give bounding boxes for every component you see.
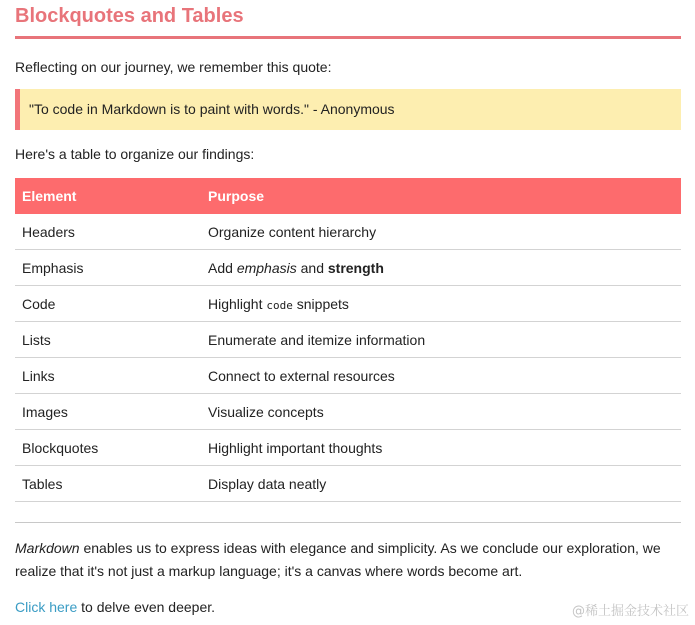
- table-intro-paragraph: Here's a table to organize our findings:: [15, 146, 255, 162]
- table-row: [15, 358, 681, 394]
- table-row: [15, 250, 681, 286]
- cell-element: Emphasis: [15, 250, 201, 286]
- page-title: Blockquotes and Tables: [15, 0, 681, 39]
- cell-element: Tables: [15, 466, 201, 502]
- header-purpose: Purpose: [201, 178, 681, 214]
- cell-element: Blockquotes: [15, 430, 201, 466]
- table-row: [15, 322, 681, 358]
- watermark: @稀土掘金技术社区: [571, 604, 689, 619]
- cell-purpose: [201, 250, 681, 286]
- click-here-link[interactable]: Click here: [15, 599, 78, 615]
- blockquote-text: "To code in Markdown is to paint with words." - Anonymous: [29, 101, 395, 117]
- header-element: Element: [15, 178, 201, 214]
- cell-purpose: Display data neatly: [201, 466, 681, 502]
- purpose-code: code: [266, 298, 293, 312]
- link-paragraph: [15, 598, 215, 616]
- intro-paragraph: Reflecting on our journey, we remember this quote:: [15, 59, 332, 75]
- table-row: [15, 466, 681, 502]
- purpose-text: Highlight: [208, 295, 267, 312]
- table-row: [15, 394, 681, 430]
- cell-element: Code: [15, 286, 201, 322]
- purpose-strong: strength: [327, 259, 384, 276]
- closing-paragraph: [15, 537, 681, 583]
- table-header-row: [15, 178, 681, 214]
- cell-element: Lists: [15, 322, 201, 358]
- cell-purpose: Highlight important thoughts: [201, 430, 681, 466]
- findings-table: [15, 178, 681, 502]
- closing-emphasis: Markdown: [15, 540, 80, 556]
- table-row: [15, 286, 681, 322]
- cell-purpose: Enumerate and itemize information: [201, 322, 681, 358]
- purpose-text: and: [296, 259, 328, 276]
- closing-text: enables us to express ideas with elegance and simplicity. As we conclude our exploration, we realize that it's not just a markup language; it's a canvas where words become art.: [15, 540, 661, 579]
- cell-element: Links: [15, 358, 201, 394]
- horizontal-rule: [15, 522, 681, 523]
- cell-element: Images: [15, 394, 201, 430]
- purpose-text: snippets: [292, 295, 349, 312]
- blockquote: [15, 89, 681, 130]
- table-row: [15, 430, 681, 466]
- cell-purpose: [201, 286, 681, 322]
- cell-purpose: Visualize concepts: [201, 394, 681, 430]
- table-row: [15, 214, 681, 250]
- cell-purpose: Connect to external resources: [201, 358, 681, 394]
- purpose-text: Add: [208, 259, 237, 276]
- cell-purpose: Organize content hierarchy: [201, 214, 681, 250]
- link-suffix-text: to delve even deeper.: [77, 599, 216, 615]
- cell-element: Headers: [15, 214, 201, 250]
- purpose-emphasis: emphasis: [236, 259, 297, 276]
